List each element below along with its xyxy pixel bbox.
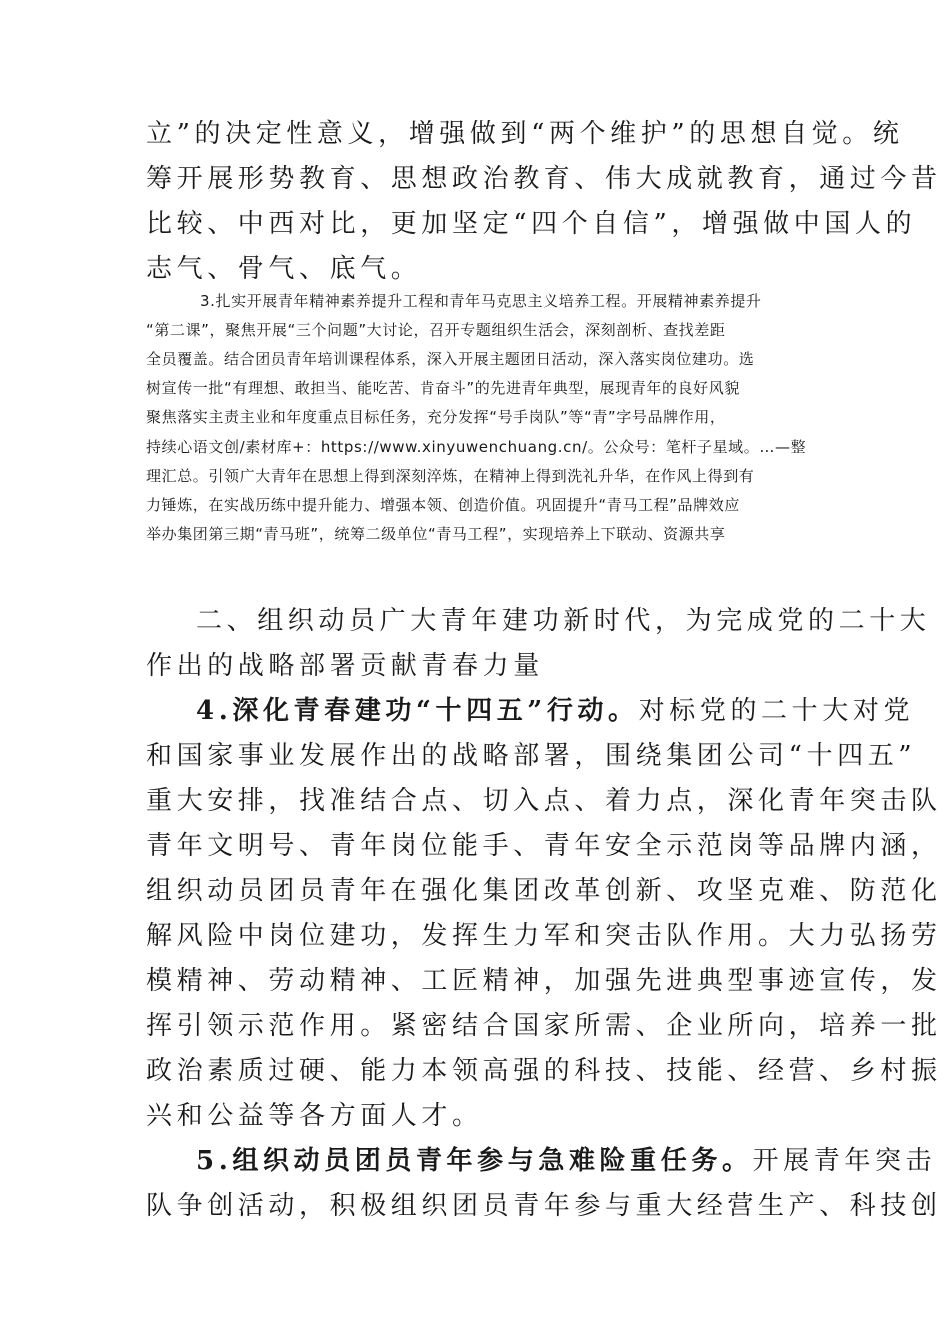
item4-line-6: 解风险中岗位建功，发挥生力军和突击队作用。大力弘扬劳 <box>146 921 942 951</box>
item4-line-9: 政治素质过硬、能力本领高强的科技、技能、经营、乡村振 <box>146 1056 942 1086</box>
para1-line-3: 比较、中西对比，更加坚定“四个自信”，增强做中国人的 <box>146 209 917 239</box>
item4-title: 4.深化青春建功“十四五”行动。 <box>196 696 639 726</box>
item4-line-5: 组织动员团员青年在强化集团改革创新、攻坚克难、防范化 <box>146 876 942 906</box>
small-para-line-1: 3.扎实开展青年精神素养提升工程和青年马克思主义培养工程。开展精神素养提升 <box>200 292 762 310</box>
item5-first-rest: 开展青年突击 <box>752 1146 937 1176</box>
item4-first-rest: 对标党的二十大对党 <box>638 696 915 726</box>
heading2-line-1: 二、组织动员广大青年建功新时代，为完成党的二十大 <box>196 606 931 636</box>
para1-line-1: 立”的决定性意义，增强做到“两个维护”的思想自觉。统 <box>146 119 904 149</box>
item5-line-2: 队争创活动，积极组织团员青年参与重大经营生产、科技创 <box>146 1191 942 1221</box>
small-para-line-4: 树宣传一批“有理想、敢担当、能吃苦、肯奋斗”的先进青年典型，展现青年的良好风貌 <box>146 379 740 397</box>
item4-first-line <box>196 690 914 727</box>
item5-first-line <box>196 1140 936 1177</box>
item4-line-7: 模精神、劳动精神、工匠精神，加强先进典型事迹宣传，发 <box>146 966 942 996</box>
small-para-line-8: 力锤炼，在实战历练中提升能力、增强本领、创造价值。巩固提升“青马工程”品牌效应 <box>146 496 740 514</box>
small-para-line-2: “第二课”，聚焦开展“三个问题”大讨论，召开专题组织生活会，深刻剖析、查找差距 <box>146 321 726 339</box>
small-para-line-6: 持续心语文创/素材库+：https://www.xinyuwenchuang.cn/。公众号：笔杆子星域。…—整 <box>146 438 807 456</box>
item4-line-10: 兴和公益等各方面人才。 <box>146 1101 483 1131</box>
heading2-line-2: 作出的战略部署贡献青春力量 <box>146 651 544 681</box>
small-para-line-7: 理汇总。引领广大青年在思想上得到深刻淬炼，在精神上得到洗礼升华，在作风上得到有 <box>146 467 755 485</box>
small-para-line-3: 全员覆盖。结合团员青年培训课程体系，深入开展主题团日活动，深入落实岗位建功。选 <box>146 350 755 368</box>
para1-line-2: 筹开展形势教育、思想政治教育、伟大成就教育，通过今昔 <box>146 164 942 194</box>
item4-line-4: 青年文明号、青年岗位能手、青年安全示范岗等品牌内涵， <box>146 831 942 861</box>
item4-line-3: 重大安排，找准结合点、切入点、着力点，深化青年突击队 <box>146 786 942 816</box>
small-para-line-5: 聚焦落实主责主业和年度重点目标任务，充分发挥“号手岗队”等“青”字号品牌作用， <box>146 408 726 426</box>
small-para-line-9: 举办集团第三期“青马班”，统筹二级单位“青马工程”，实现培养上下联动、资源共享 <box>146 525 726 543</box>
item4-line-8: 挥引领示范作用。紧密结合国家所需、企业所向，培养一批 <box>146 1011 942 1041</box>
para1-line-4: 志气、骨气、底气。 <box>146 254 422 284</box>
item5-title: 5.组织动员团员青年参与急难险重任务。 <box>196 1146 753 1176</box>
item4-line-2: 和国家事业发展作出的战略部署，围绕集团公司“十四五” <box>146 741 917 771</box>
